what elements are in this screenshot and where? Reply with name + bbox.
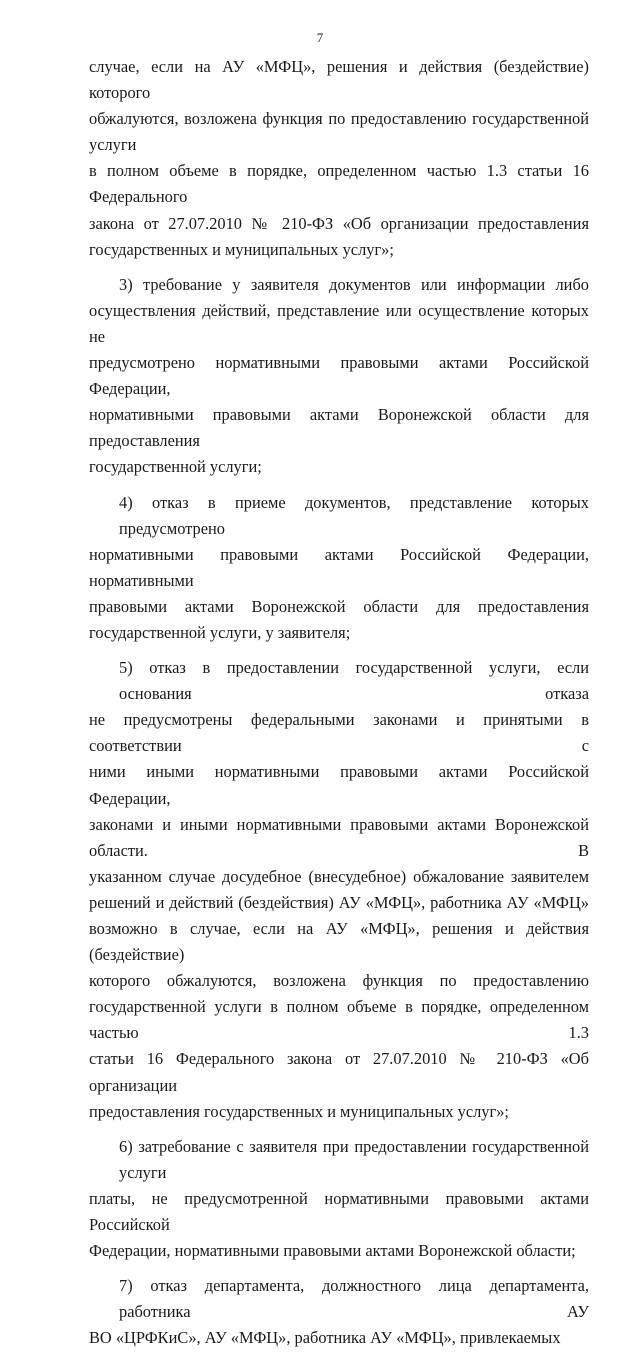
text-line: законами и иными нормативными правовыми актами Воронежской области. В bbox=[89, 814, 589, 860]
text-line: платы, не предусмотренной нормативными правовыми актами Российской bbox=[89, 1188, 589, 1235]
paragraph-gap bbox=[89, 263, 589, 272]
text-line: указанном случае досудебное (внесудебное) обжалование заявителем bbox=[89, 866, 589, 886]
paragraph bbox=[89, 54, 589, 263]
paragraph bbox=[89, 1134, 589, 1264]
text-line: нормативными правовыми актами Российской Федерации, нормативными bbox=[89, 544, 589, 590]
text-line: ними иными нормативными правовыми актами Российской Федерации, bbox=[89, 762, 589, 808]
paragraph-gap bbox=[89, 646, 589, 655]
text-line: предусмотрено нормативными правовыми актами Российской Федерации, bbox=[89, 353, 589, 399]
text-line: 3) требование у заявителя документов или информации либо bbox=[119, 274, 589, 294]
text-line: государственной услуги; bbox=[89, 457, 262, 477]
text-line: 5) отказ в предоставлении государственной услуги, если основания отказа bbox=[119, 658, 589, 704]
text-line: случае, если на АУ «МФЦ», решения и действия (бездействие) которого bbox=[89, 57, 589, 103]
paragraph-gap bbox=[89, 1264, 589, 1273]
text-line: Федерации, нормативными правовыми актами Воронежской области; bbox=[89, 1241, 576, 1261]
text-line: которого обжалуются, возложена функция по предоставлению bbox=[89, 971, 589, 991]
document-body bbox=[89, 54, 589, 1352]
text-line: 6) затребование с заявителя при предоставлении государственной услуги bbox=[119, 1136, 589, 1182]
text-line: 4) отказ в приеме документов, представление которых предусмотрено bbox=[119, 492, 589, 538]
text-line: государственных и муниципальных услуг»; bbox=[89, 239, 394, 259]
text-line: решений и действий (бездействия) АУ «МФЦ», работника АУ «МФЦ» bbox=[89, 892, 589, 912]
text-line: ВО «ЦРФКиС», АУ «МФЦ», работника АУ «МФЦ», привлекаемых bbox=[89, 1328, 561, 1348]
text-line: государственной услуги, у заявителя; bbox=[89, 622, 351, 642]
text-line: обжалуются, возложена функция по предоставлению государственной услуги bbox=[89, 109, 589, 155]
text-line: в полном объеме в порядке, определенном частью 1.3 статьи 16 Федерального bbox=[89, 161, 589, 207]
page-number: 7 bbox=[316, 30, 324, 45]
text-line: осуществления действий, представление или осуществление которых не bbox=[89, 300, 589, 346]
paragraph bbox=[89, 655, 589, 1125]
paragraph-gap bbox=[89, 1125, 589, 1134]
paragraph bbox=[89, 272, 589, 481]
text-line: предоставления государственных и муниципальных услуг»; bbox=[89, 1101, 509, 1121]
text-line: нормативными правовыми актами Воронежской области для предоставления bbox=[89, 405, 589, 451]
text-line: закона от 27.07.2010 № 210-ФЗ «Об организации предоставления bbox=[89, 213, 589, 233]
paragraph bbox=[89, 1273, 589, 1351]
text-line: 7) отказ департамента, должностного лица департамента, работника АУ bbox=[119, 1276, 589, 1322]
paragraph-gap bbox=[89, 481, 589, 490]
text-line: статьи 16 Федерального закона от 27.07.2010 № 210-ФЗ «Об организации bbox=[89, 1049, 589, 1095]
text-line: государственной услуги в полном объеме в порядке, определенном частью 1.3 bbox=[89, 997, 589, 1043]
text-line: не предусмотрены федеральными законами и принятыми в соответствии с bbox=[89, 710, 589, 756]
paragraph bbox=[89, 490, 589, 647]
text-line: правовыми актами Воронежской области для предоставления bbox=[89, 596, 589, 616]
text-line: возможно в случае, если на АУ «МФЦ», решения и действия (бездействие) bbox=[89, 919, 589, 965]
